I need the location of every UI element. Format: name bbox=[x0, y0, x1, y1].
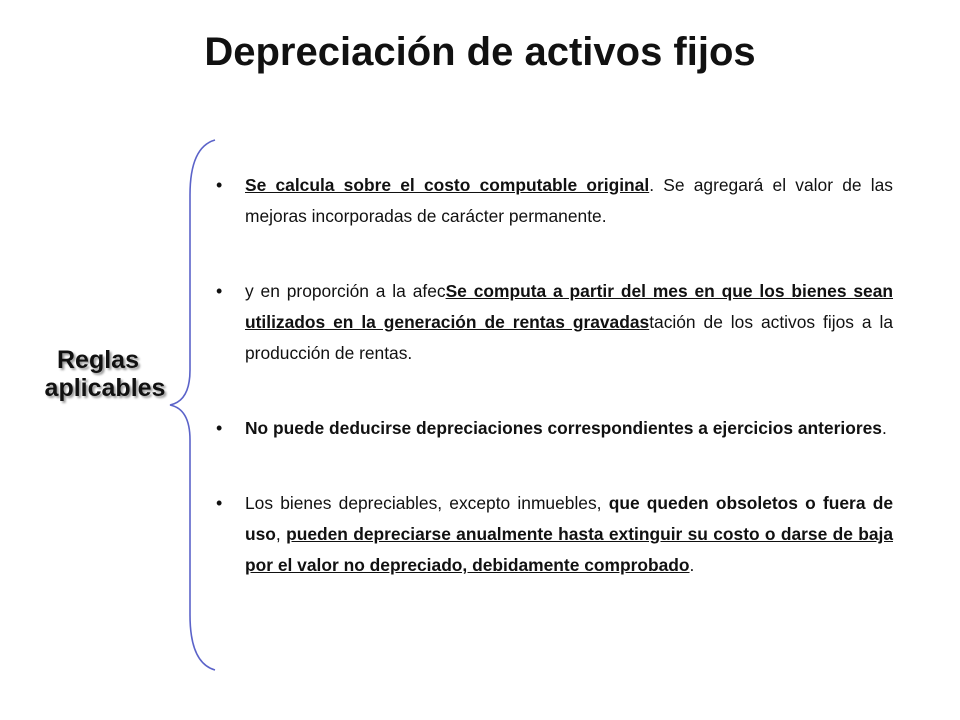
rule-item bbox=[216, 276, 893, 369]
rule-item bbox=[216, 488, 893, 581]
rule-item bbox=[216, 170, 893, 232]
rules-label-line2: aplicables bbox=[44, 374, 166, 402]
slide-title: Depreciación de activos fijos bbox=[204, 30, 756, 74]
curly-brace-path bbox=[170, 140, 215, 670]
rule-3-text: . bbox=[881, 418, 887, 438]
rule-1-emphasis: Se calcula sobre el costo computable original bbox=[245, 175, 650, 195]
rule-item bbox=[216, 413, 893, 444]
rule-3-emphasis: No puede deducirse depreciaciones correspondientes a ejercicios anteriores bbox=[245, 418, 882, 438]
rule-4-text-c: . bbox=[689, 555, 695, 575]
rule-2-text-a: y en proporción a la afec bbox=[245, 281, 446, 301]
rule-2-emphasis: Se computa a partir del mes en que los bienes sean utilizados en la generación de rentas gravadas bbox=[245, 281, 894, 332]
rule-4-emphasis-b: pueden depreciarse anualmente hasta extinguir su costo o darse de baja por el valor no depreciado, debidamente comprobado bbox=[245, 524, 893, 575]
rules-label-line1: Reglas bbox=[57, 346, 139, 374]
rule-4-emphasis-a: que queden obsoletos o fuera de uso bbox=[245, 493, 893, 544]
rule-4-text-b: , bbox=[275, 524, 287, 544]
rule-1-text: . Se agregará el valor de las mejoras incorporadas de carácter permanente. bbox=[245, 175, 894, 226]
rules-list bbox=[216, 170, 893, 625]
rule-2-text-b: tación de los activos fijos a la producción de rentas. bbox=[245, 312, 893, 363]
rule-4-text-a: Los bienes depreciables, excepto inmuebles, bbox=[245, 493, 609, 513]
rules-label bbox=[30, 346, 180, 402]
